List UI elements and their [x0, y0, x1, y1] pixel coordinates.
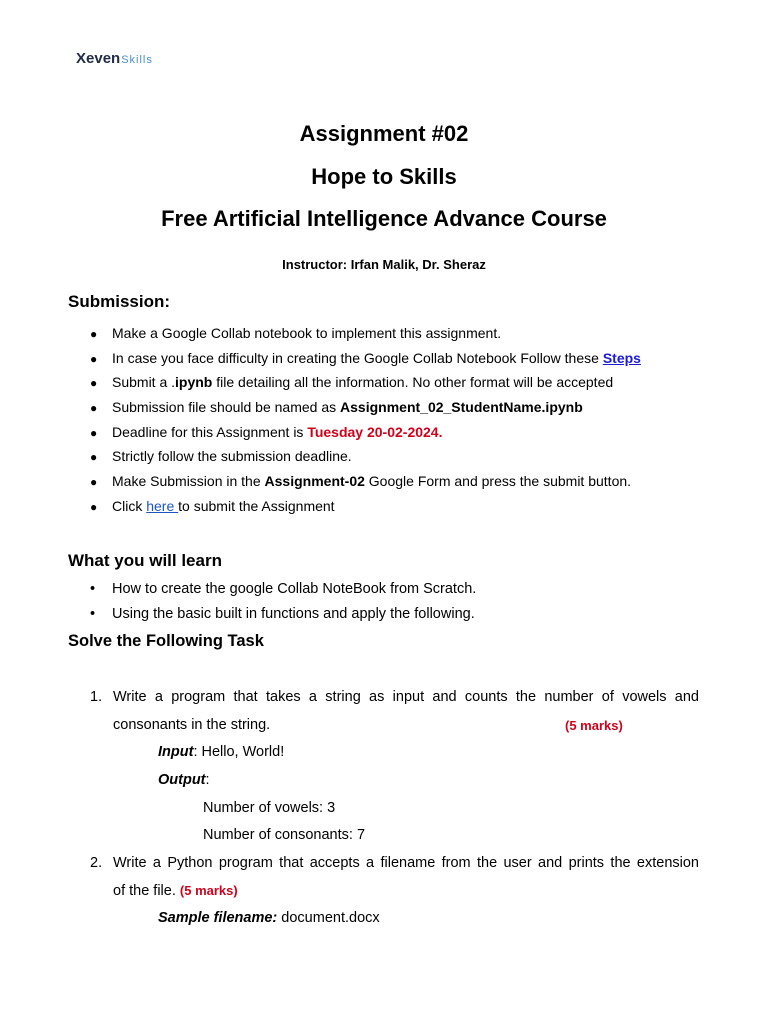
submission-item-text: Strictly follow the submission deadline.: [112, 448, 352, 464]
submission-item-text: Make a Google Collab notebook to implement this assignment.: [112, 325, 502, 341]
submission-item: [90, 399, 583, 415]
task-number: [90, 855, 113, 871]
submission-item: [90, 448, 352, 464]
submission-item: [90, 374, 613, 390]
submission-item-text: Submission file should be named as: [112, 399, 341, 415]
task-1-line-1: Write a program that takes a string as input and counts the number of vowels and: [113, 689, 699, 705]
steps-link[interactable]: Steps: [602, 350, 641, 366]
submission-item-text: Make Submission in the: [112, 473, 265, 489]
learn-item-text: Using the basic built in functions and apply the following.: [112, 606, 475, 622]
task-2-line-1: Write a Python program that accepts a filename from the user and prints the extension: [113, 855, 699, 871]
input-label: Input: [158, 744, 194, 760]
submission-item: [90, 498, 335, 514]
task-1-number: 1.: [90, 689, 103, 705]
task-1-output-vowels: Number of vowels: 3: [203, 800, 336, 816]
sample-filename-value: document.docx: [277, 910, 380, 926]
task-2-marks: (5 marks): [179, 883, 238, 898]
bullet-icon: ●: [90, 450, 98, 464]
bullet-icon: •: [90, 581, 96, 597]
learn-item-text: How to create the google Collab NoteBook from Scratch.: [112, 581, 477, 597]
sample-filename-label: Sample filename:: [158, 910, 278, 926]
task-1-output: [158, 772, 210, 788]
learn-item: [90, 606, 475, 622]
task-2-line-2: [113, 883, 238, 899]
task-1-line-2: consonants in the string.: [113, 717, 271, 733]
submission-item-text: Google Form and press the submit button.: [364, 473, 632, 489]
task-2-sample: [158, 910, 380, 926]
submission-item: [90, 325, 501, 341]
submission-item-text: Submit a .: [112, 374, 176, 390]
submission-item-text: to submit the Assignment: [178, 498, 335, 514]
bullet-icon: ●: [90, 352, 98, 366]
logo-suffix: Skills: [121, 54, 153, 66]
tasks-heading: Solve the Following Task: [68, 632, 264, 650]
input-value: : Hello, World!: [193, 744, 285, 760]
task-1-input: [158, 744, 284, 760]
learn-heading: What you will learn: [68, 551, 222, 570]
submission-item: [90, 473, 631, 489]
program-title: Hope to Skills: [311, 164, 457, 189]
submission-item-text: file detailing all the information. No other format will be accepted: [212, 374, 614, 390]
xeven-skills-logo: [76, 50, 153, 67]
bullet-icon: •: [90, 606, 96, 622]
logo-brand: Xeven: [76, 50, 121, 67]
bullet-icon: ●: [90, 426, 98, 440]
bullet-icon: ●: [90, 401, 98, 415]
submission-item-text: Deadline for this Assignment is: [112, 424, 308, 440]
submission-item: [90, 350, 641, 366]
submission-item: [90, 424, 442, 440]
file-name: Assignment_02_StudentName.ipynb: [340, 399, 583, 415]
submission-item-text: In case you face difficulty in creating the Google Collab Notebook Follow these: [112, 350, 603, 366]
file-format: ipynb: [175, 374, 213, 390]
output-colon: :: [205, 772, 210, 788]
instructor-line: Instructor: Irfan Malik, Dr. Sheraz: [282, 257, 486, 272]
assignment-title: Assignment #02: [299, 121, 469, 146]
bullet-icon: ●: [90, 500, 98, 514]
course-title: Free Artificial Intelligence Advance Course: [161, 206, 607, 231]
bullet-icon: ●: [90, 376, 98, 390]
deadline-date: Tuesday 20-02-2024.: [307, 424, 443, 440]
submission-heading: Submission:: [68, 292, 171, 311]
task-1-marks: (5 marks): [565, 718, 623, 733]
output-label: Output: [158, 772, 206, 788]
task-2-number: 2.: [90, 855, 103, 871]
form-name: Assignment-02: [264, 473, 365, 489]
bullet-icon: ●: [90, 475, 98, 489]
bullet-icon: ●: [90, 327, 98, 341]
task-2-text: of the file.: [113, 883, 180, 899]
learn-item: [90, 581, 476, 597]
task-1-output-consonants: Number of consonants: 7: [203, 827, 366, 843]
task-number: [90, 689, 113, 705]
submit-here-link[interactable]: here: [146, 498, 179, 514]
submission-item-text: Click: [112, 498, 147, 514]
